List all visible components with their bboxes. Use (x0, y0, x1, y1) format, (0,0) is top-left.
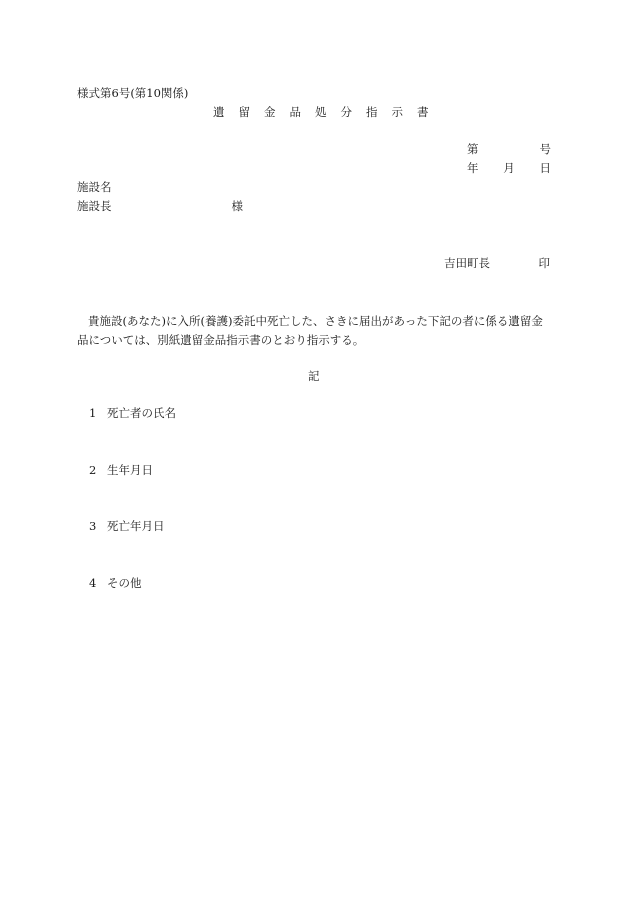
instruction-body: 貴施設(あなた)に入所(養護)委託中死亡した、さきに届出があった下記の者に係る遺留金品については、別紙遺留金品指示書のとおり指示する。 (77, 314, 543, 347)
issuer-seal: 印 (538, 256, 550, 270)
list-item (89, 518, 165, 534)
issuer-line (444, 255, 550, 271)
item-number: 4 (89, 576, 97, 590)
document-title: 遺留金品処分指示書 (213, 105, 443, 119)
number-prefix: 第 (467, 142, 479, 156)
item-number: 1 (89, 406, 97, 420)
document-number-line (467, 141, 551, 157)
date-month: 月 (503, 161, 515, 175)
item-label: その他 (107, 576, 142, 590)
facility-head-honorific: 様 (231, 199, 243, 213)
date-day: 日 (539, 161, 551, 175)
item-label: 死亡年月日 (107, 519, 165, 533)
facility-head-label: 施設長 (77, 199, 112, 213)
list-item (89, 575, 142, 591)
item-number: 2 (89, 463, 97, 477)
item-label: 生年月日 (107, 463, 153, 477)
date-year: 年 (467, 161, 479, 175)
number-suffix: 号 (539, 142, 551, 156)
form-number: 様式第6号(第10関係) (77, 86, 189, 100)
ki-heading: 記 (308, 369, 320, 383)
issuer-name: 吉田町長 (444, 256, 490, 270)
facility-name-label: 施設名 (77, 180, 112, 194)
date-line (467, 160, 551, 176)
item-number: 3 (89, 519, 97, 533)
list-item (89, 405, 176, 421)
list-item (89, 462, 153, 478)
facility-head-line (77, 198, 243, 214)
item-label: 死亡者の氏名 (107, 406, 176, 420)
